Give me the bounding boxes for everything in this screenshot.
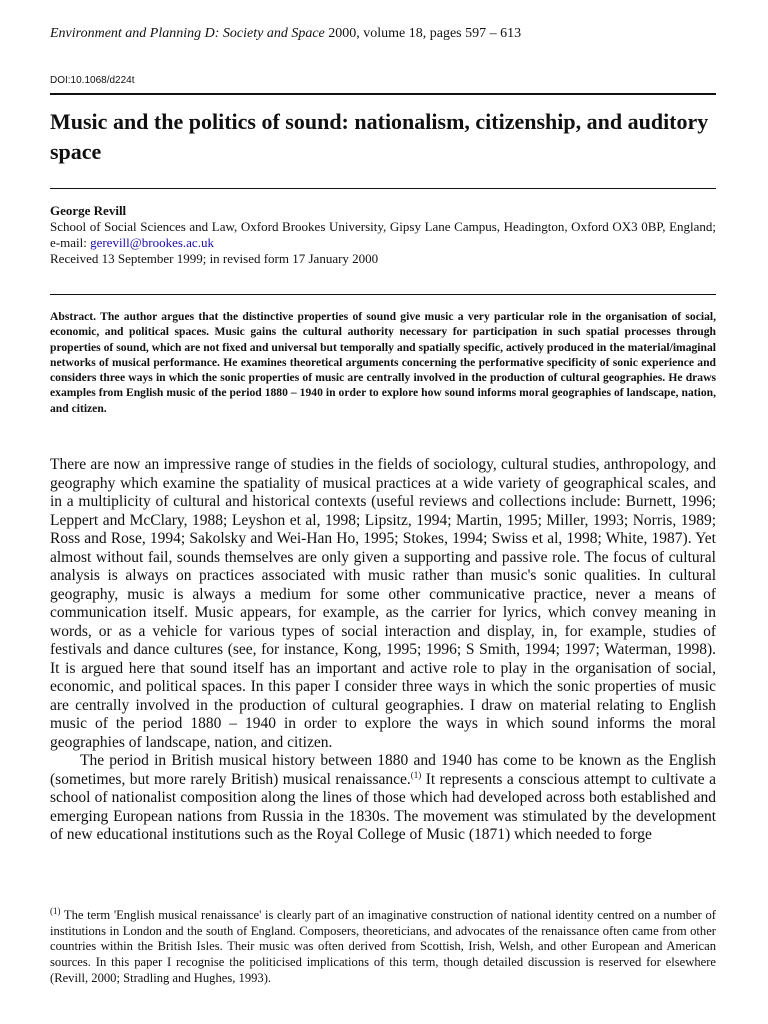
header-divider: [50, 93, 716, 95]
author-name: George Revill: [50, 203, 127, 218]
footnote-marker: (1): [50, 905, 61, 916]
article-title: Music and the politics of sound: nationalism, citizenship, and auditory space: [50, 109, 709, 164]
abstract-divider: [50, 294, 716, 295]
footnote: [50, 905, 716, 987]
abstract: [50, 309, 716, 416]
body-paragraph-2: [50, 752, 716, 845]
abstract-text: The author argues that the distinctive properties of sound give music a very particular role in the organisation of social, economic, and political spaces. Music gains the cultural authority necessary for participation in such spatial processes through properties of sound, which are not fixed and universal but temporally and spatially specific, actively produced in the material/imaginal networks of musical performance. He examines theoretical arguments concerning the performative specificity of sonic experience and considers three ways in which the sonic properties of music are centrally involved in the production of cultural geographies. He draws examples from English music of the period 1880 – 1940 in order to explore how sound informs moral geographies of landscape, nation, and citizen.: [50, 310, 716, 415]
paragraph-2-start: The period in British musical history between 1880 and 1940 has come to be known as the English (sometimes, but more rarely British) musical renaissance.: [50, 752, 716, 788]
author-email-link[interactable]: gerevill@brookes.ac.uk: [90, 235, 214, 250]
body-paragraph-1: There are now an impressive range of studies in the fields of sociology, cultural studies, anthropology, and geography which examine the spatiality of musical practices at a wide variety of geographical scales, and in a multiplicity of cultural and historical contexts (useful reviews and collections include: Burnett, 1996; Leppert and McClary, 1988; Leyshon et al, 1998; Lipsitz, 1994; Martin, 1995; Miller, 1993; Norris, 1989; Ross and Rose, 1994; Sakolsky and Wei-Han Ho, 1995; Stokes, 1994; Swiss et al, 1998; White, 1987). Yet almost without fail, sounds themselves are only given a supporting and passive role. The focus of cultural analysis is always on practices associated with music rather than music's sonic qualities. In cultural geography, music is always a medium for some other communicative practice, never a means of communication itself. Music appears, for example, as the carrier for lyrics, which convey meaning in words, or as a vehicle for various types of social interaction and display, in, for example, studies of festivals and dance cultures (see, for instance, Kong, 1995; 1996; S Smith, 1994; 1997; Waterman, 1998). It is argued here that sound itself has an important and active role to play in the organisation of social, economic, and political spaces. In this paper I consider three ways in which the sonic properties of music are centrally involved in the production of cultural geographies. I draw on material relating to English music of the period 1880 – 1940 in order to explore the ways in which sound informs the moral geographies of landscape, nation, and citizen.: [50, 456, 716, 751]
journal-citation-line: [50, 24, 730, 44]
volume-pages: 2000, volume 18, pages 597 – 613: [328, 26, 522, 41]
article-body: [50, 456, 716, 845]
footnote-reference[interactable]: (1): [410, 769, 422, 780]
author-affiliation: [50, 219, 716, 267]
doi-label: DOI:10.1068/d224t: [50, 75, 135, 86]
paragraph-2-end: It represents a conscious attempt to cultivate a school of nationalist composition along the lines of those which had developed across both established and emerging European nations from Russia in the 1830s. The movement was stimulated by the development of new educational institutions such as the Royal College of Music (1871) which needed to forge: [50, 770, 716, 843]
footnote-text: The term 'English musical renaissance' is clearly part of an imaginative construction of national identity centred on a number of institutions in London and the south of England. Composers, theoreticians, and advocates of the renaissance often came from other countries within the British Isles. Their music was often derived from Scottish, Irish, Welsh, and other European and American sources. In this paper I recognise the politicised implications of this term, though detailed discussion is reserved for elsewhere (Revill, 2000; Stradling and Hughes, 1993).: [50, 908, 716, 985]
journal-name: Environment and Planning D: Society and Space: [50, 26, 325, 41]
received-dates: Received 13 September 1999; in revised form 17 January 2000: [50, 251, 379, 266]
affiliation-text: School of Social Sciences and Law, Oxford Brookes University, Gipsy Lane Campus, Headington, Oxford OX3 0BP, England; e-mail:: [50, 219, 716, 250]
title-divider: [50, 188, 716, 189]
abstract-label: Abstract.: [50, 310, 97, 323]
